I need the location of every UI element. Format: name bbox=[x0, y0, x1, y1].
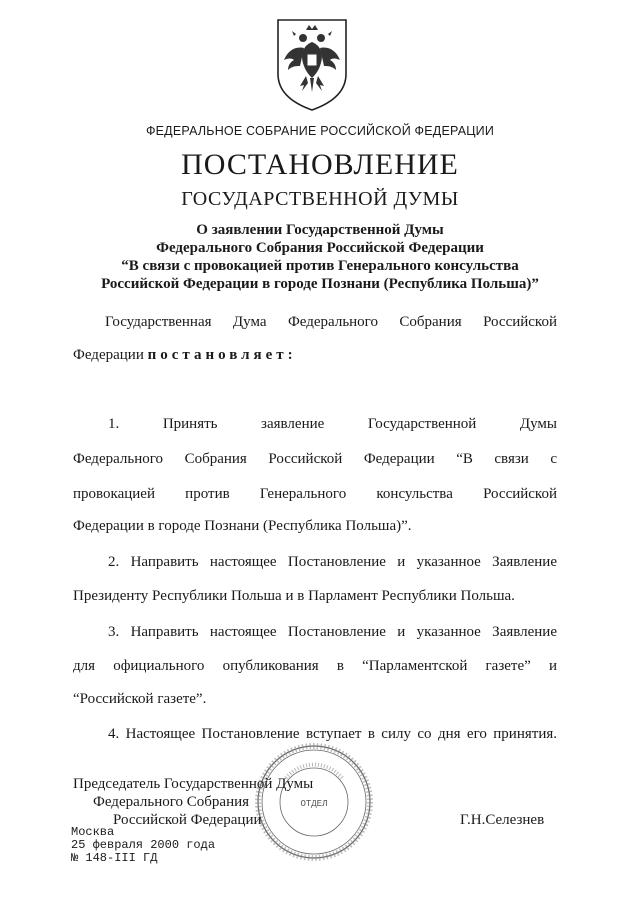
document-type: ПОСТАНОВЛЕНИЕ bbox=[181, 148, 459, 181]
item-1-line: провокацией против Генерального консульства Российской bbox=[73, 486, 557, 502]
intro-line: Государственная Дума Федерального Собрания Российской bbox=[105, 314, 557, 330]
signatory-title-line: Председатель Государственной Думы bbox=[73, 776, 314, 792]
item-3-line: 3. Направить настоящее Постановление и указанное Заявление bbox=[108, 624, 557, 640]
item-2-line: 2. Направить настоящее Постановление и указанное Заявление bbox=[108, 554, 557, 570]
document-issuer: ГОСУДАРСТВЕННОЙ ДУМЫ bbox=[181, 188, 459, 210]
item-1-line: Федерации в городе Познани (Республика Польша)”. bbox=[73, 518, 412, 534]
signatory-title-line: Российской Федерации bbox=[113, 812, 262, 828]
subject-line: Российской Федерации в городе Познани (Республика Польша)” bbox=[101, 276, 539, 292]
subject-line: “В связи с провокацией против Генерального консульства bbox=[121, 258, 519, 274]
intro-line bbox=[73, 345, 557, 365]
signatory-title-line: Федерального Собрания bbox=[93, 794, 250, 810]
subject-line: О заявлении Государственной Думы bbox=[196, 222, 444, 238]
item-2-line: Президенту Республики Польша и в Парламент Республики Польша. bbox=[73, 588, 515, 604]
resolves-word: постановляет: bbox=[147, 347, 297, 363]
footer-date: 25 февраля 2000 года bbox=[71, 838, 216, 852]
item-1-line: Федерального Собрания Российской Федерации “В связи с bbox=[73, 451, 557, 467]
seal-center-text: ОТДЕЛ bbox=[300, 799, 328, 809]
stamp-icon bbox=[254, 742, 374, 862]
official-seal bbox=[254, 742, 374, 862]
subject-line: Федерального Собрания Российской Федерации bbox=[156, 240, 484, 256]
item-3-line: “Российской газете”. bbox=[73, 691, 207, 707]
state-emblem bbox=[272, 16, 352, 114]
intro-text: Федерации bbox=[73, 347, 148, 363]
signatory-name: Г.Н.Селезнев bbox=[460, 812, 545, 828]
organization-name: ФЕДЕРАЛЬНОЕ СОБРАНИЕ РОССИЙСКОЙ ФЕДЕРАЦИИ bbox=[145, 124, 495, 138]
double-headed-eagle-icon bbox=[272, 16, 352, 114]
item-3-line: для официального опубликования в “Парламентской газете” и bbox=[73, 658, 557, 674]
footer-city: Москва bbox=[71, 825, 115, 839]
item-4-line: 4. Настоящее Постановление вступает в силу со дня его принятия. bbox=[108, 726, 557, 742]
footer-number: № 148-III ГД bbox=[71, 851, 158, 865]
item-1-line: 1. Принять заявление Государственной Думы bbox=[108, 416, 557, 432]
